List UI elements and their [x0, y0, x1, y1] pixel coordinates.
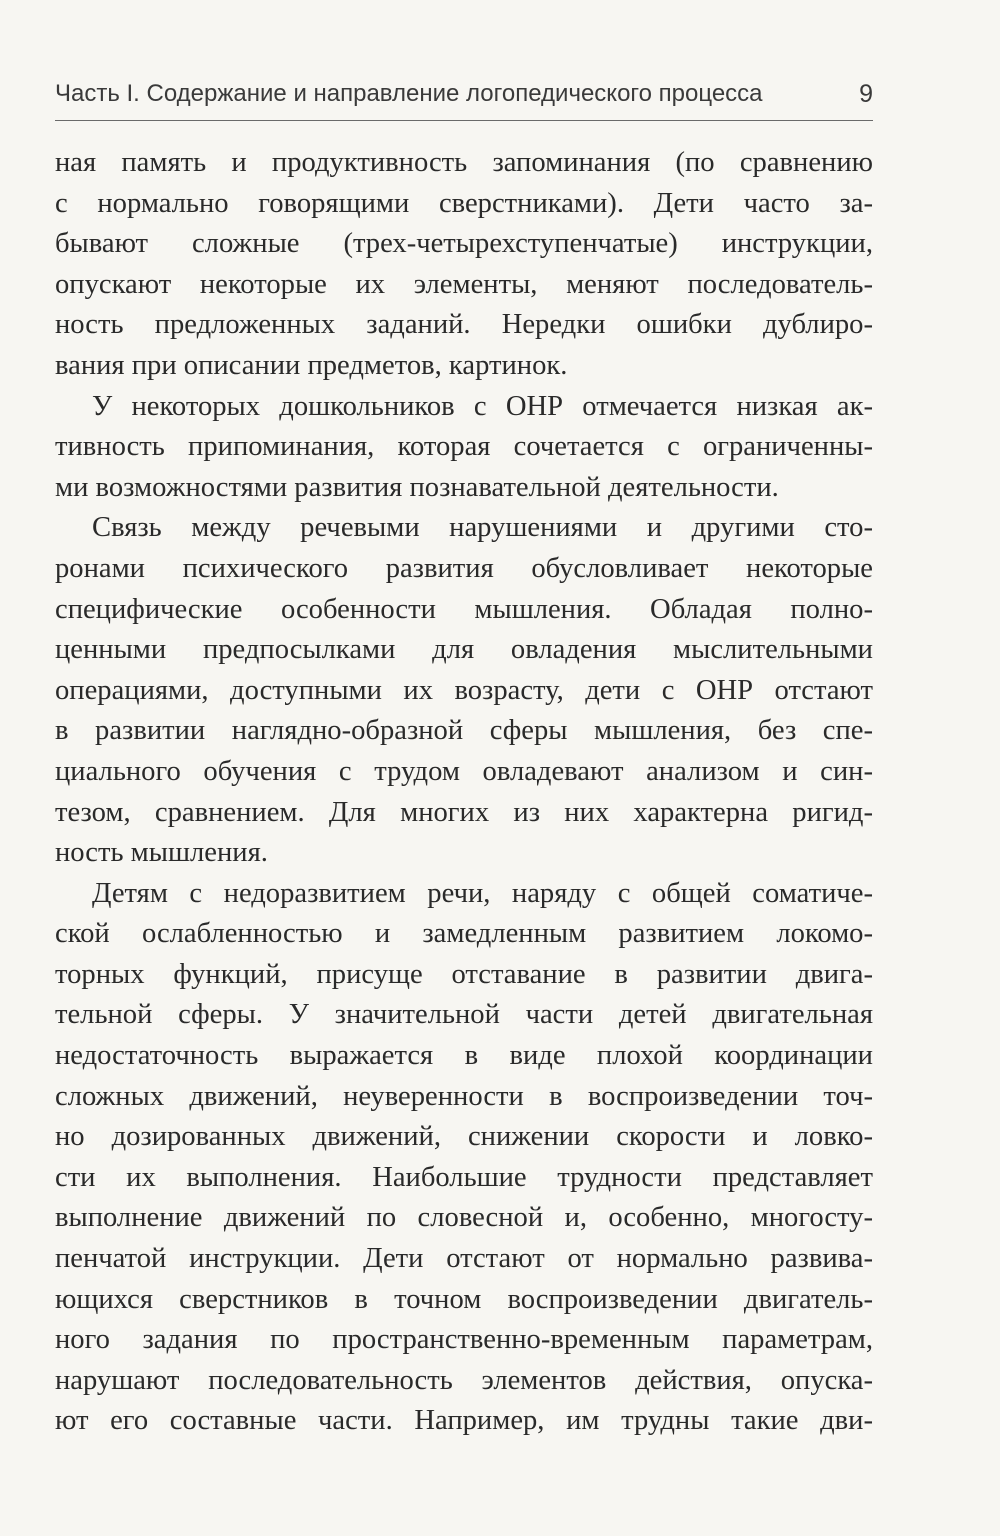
- text-line: ми возможностями развития познавательной деятельности.: [55, 471, 779, 503]
- text-line: опускают некоторые их элементы, меняют последователь-: [55, 268, 873, 300]
- text-line: ценными предпосылками для овладения мыслительными: [55, 634, 873, 666]
- text-line: недостаточность выражается в виде плохой координации: [55, 1040, 873, 1072]
- text-line: Детям с недоразвитием речи, наряду с общей соматиче-: [92, 877, 873, 909]
- text-line: циального обучения с трудом овладевают анализом и син-: [55, 755, 873, 787]
- text-line: ющихся сверстников в точном воспроизведении двигатель-: [55, 1283, 873, 1315]
- text-line: но дозированных движений, снижении скорости и ловко-: [55, 1121, 873, 1153]
- text-line: тивность припоминания, которая сочетается с ограниченны-: [55, 431, 873, 463]
- text-line: ской ослабленностью и замедленным развитием локомо-: [55, 918, 873, 950]
- text-line: сти их выполнения. Наибольшие трудности представляет: [55, 1161, 873, 1193]
- text-line: торных функций, присуще отставание в развитии двига-: [55, 958, 873, 990]
- text-line: тезом, сравнением. Для многих из них характерна ригид-: [55, 796, 873, 828]
- chapter-title: Часть I. Содержание и направление логопедического процесса: [55, 80, 763, 107]
- running-head: [55, 74, 873, 114]
- text-line: ность предложенных заданий. Нередки ошибки дублиро-: [55, 309, 873, 341]
- text-line: ного задания по пространственно-временным параметрам,: [55, 1324, 873, 1356]
- text-line: пенчатой инструкции. Дети отстают от нормально развива-: [55, 1243, 873, 1275]
- text-line: в развитии наглядно-образной сферы мышления, без спе-: [55, 715, 873, 747]
- paragraph-4: [55, 874, 873, 1442]
- text-line: нарушают последовательность элементов действия, опуска-: [55, 1364, 873, 1396]
- text-line: У некоторых дошкольников с ОНР отмечается низкая ак-: [92, 390, 873, 422]
- text-line: тельной сферы. У значительной части детей двигательная: [55, 999, 873, 1031]
- text-line: ность мышления.: [55, 837, 268, 869]
- text-line: выполнение движений по словесной и, особенно, многосту-: [55, 1202, 873, 1234]
- paragraph-1: [55, 143, 873, 387]
- text-line: с нормально говорящими сверстниками). Дети часто за-: [55, 187, 873, 219]
- text-line: бывают сложные (трех-четырехступенчатые) инструкции,: [55, 228, 873, 260]
- paragraph-3: [55, 508, 873, 873]
- page-number: 9: [859, 80, 873, 108]
- text-line: вания при описании предметов, картинок.: [55, 349, 568, 381]
- paragraph-2: [55, 387, 873, 509]
- text-line: сложных движений, неуверенности в воспроизведении точ-: [55, 1080, 873, 1112]
- text-line: ронами психического развития обусловливает некоторые: [55, 552, 873, 584]
- text-line: ют его составные части. Например, им трудны такие дви-: [55, 1405, 873, 1437]
- header-rule: [55, 120, 873, 121]
- text-line: ная память и продуктивность запоминания (по сравнению: [55, 147, 873, 178]
- body-text: [55, 143, 873, 1442]
- text-line: операциями, доступными их возрасту, дети с ОНР отстают: [55, 674, 873, 706]
- text-line: Связь между речевыми нарушениями и другими сто-: [92, 512, 873, 544]
- text-line: специфические особенности мышления. Обладая полно-: [55, 593, 873, 625]
